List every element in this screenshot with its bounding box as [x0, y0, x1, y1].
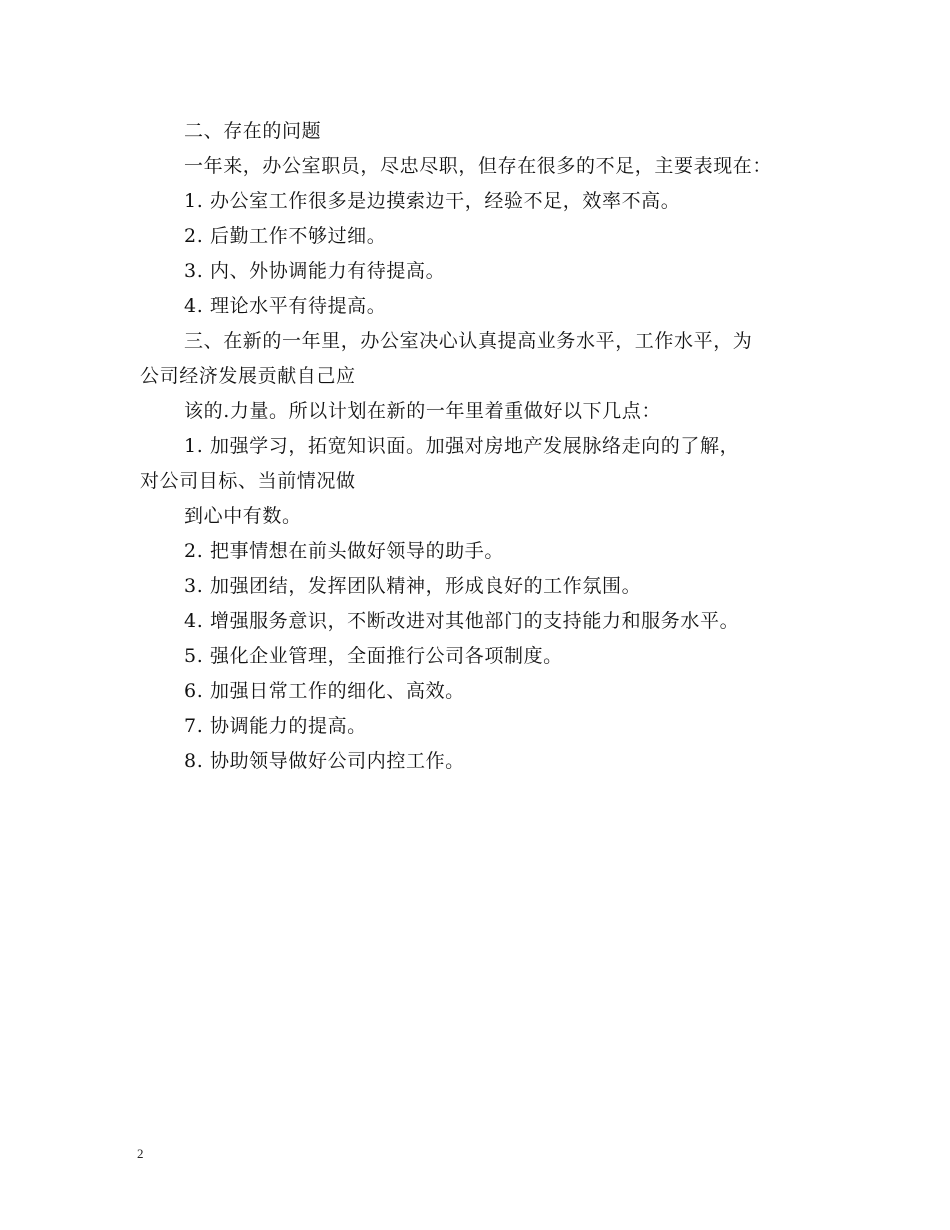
paragraph-line: 该的.力量。所以计划在新的一年里着重做好以下几点： — [184, 400, 662, 422]
section-heading-plan: 三、在新的一年里，办公室决心认真提高业务水平，工作水平，为 — [184, 330, 753, 352]
paragraph-line: 对公司目标、当前情况做 — [140, 470, 356, 492]
list-item: 3. 加强团结，发挥团队精神，形成良好的工作氛围。 — [184, 575, 642, 597]
paragraph-line: 公司经济发展贡献自己应 — [140, 365, 356, 387]
list-item: 2. 把事情想在前头做好领导的助手。 — [184, 540, 504, 562]
list-item: 8. 协助领导做好公司内控工作。 — [184, 750, 465, 772]
document-body — [140, 114, 830, 779]
list-item: 1. 加强学习，拓宽知识面。加强对房地产发展脉络走向的了解， — [184, 435, 740, 457]
list-item: 4. 理论水平有待提高。 — [184, 295, 387, 317]
list-item: 2. 后勤工作不够过细。 — [184, 225, 387, 247]
list-item: 7. 协调能力的提高。 — [184, 715, 367, 737]
paragraph-line: 到心中有数。 — [184, 505, 302, 527]
list-item: 6. 加强日常工作的细化、高效。 — [184, 680, 465, 702]
list-item: 3. 内、外协调能力有待提高。 — [184, 260, 446, 282]
list-item: 4. 增强服务意识，不断改进对其他部门的支持能力和服务水平。 — [184, 610, 740, 632]
list-item: 1. 办公室工作很多是边摸索边干，经验不足，效率不高。 — [184, 190, 681, 212]
page-number: 2 — [137, 1146, 144, 1161]
section-heading-problems: 二、存在的问题 — [184, 120, 322, 142]
list-item: 5. 强化企业管理，全面推行公司各项制度。 — [184, 645, 563, 667]
paragraph-line: 一年来，办公室职员，尽忠尽职，但存在很多的不足，主要表现在： — [184, 155, 773, 177]
